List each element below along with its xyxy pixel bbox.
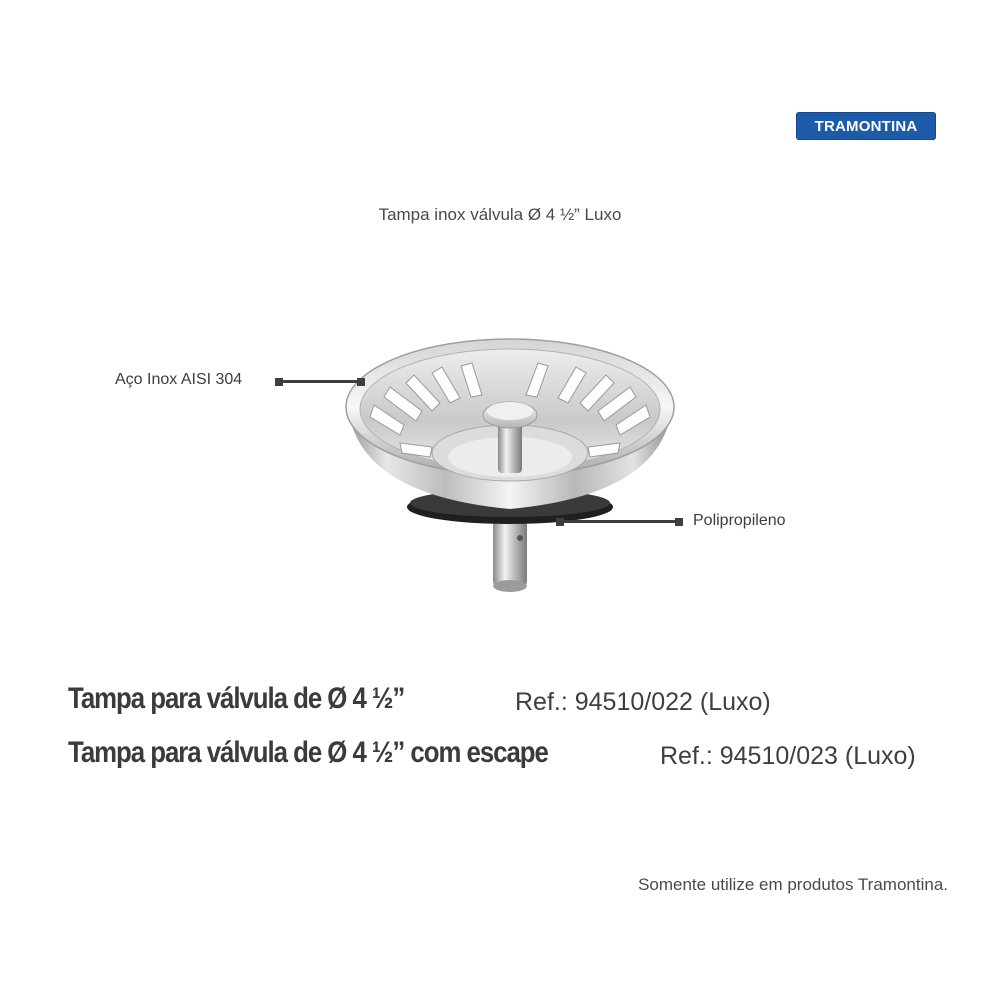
product-ref: Ref.: 94510/022 (Luxo) xyxy=(515,688,771,716)
callout-pp-line xyxy=(560,520,680,523)
sink-strainer-basket-icon xyxy=(330,325,690,595)
callout-steel-pointer xyxy=(357,378,365,386)
product-line xyxy=(68,682,771,716)
product-name: Tampa para válvula de Ø 4 ½” com escape xyxy=(68,736,548,769)
brand-logo-text: TRAMONTINA xyxy=(814,117,918,135)
product-ref: Ref.: 94510/023 (Luxo) xyxy=(660,742,916,770)
callout-steel-line xyxy=(280,380,362,383)
callout-pp-marker xyxy=(675,518,683,526)
product-caption: Tampa inox válvula Ø 4 ½” Luxo xyxy=(378,205,622,224)
product-name: Tampa para válvula de Ø 4 ½” xyxy=(68,682,405,715)
brand-logo xyxy=(796,112,936,140)
footer-note: Somente utilize em produtos Tramontina. xyxy=(638,875,948,894)
product-line xyxy=(68,736,916,770)
callout-steel-label: Aço Inox AISI 304 xyxy=(115,371,243,388)
callout-polypropylene-label: Polipropileno xyxy=(693,512,786,529)
